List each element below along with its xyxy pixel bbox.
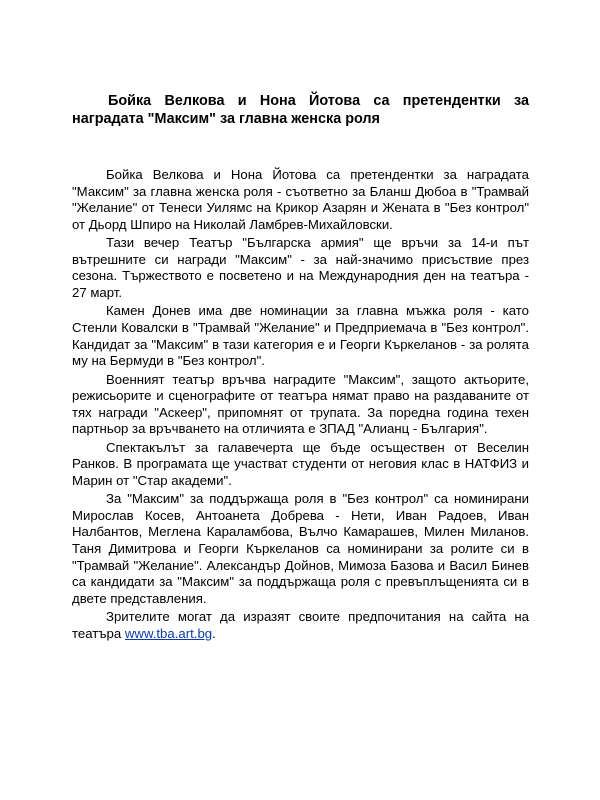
theater-website-link[interactable]: www.tba.art.bg: [124, 625, 213, 641]
paragraph-audience-vote: [72, 609, 529, 642]
article-title: Бойка Велкова и Нона Йотова са претендентки за наградата "Максим" за главна женска роля: [72, 93, 529, 127]
closing-text: Зрителите могат да изразят своите предпочитания на сайта на театъра: [72, 609, 529, 641]
paragraph-nominations-female-lead: Бойка Велкова и Нона Йотова са претендентки за наградата "Максим" за главна женска роля - съответно за Бланш Дюбоа в "Трамвай "Желание" от Тенеси Уилямс на Крикор Азарян и Жената в "Без контрол" от Дьорд Шпиро на Николай Ламбрев-Михайловски.: [72, 167, 529, 232]
paragraph-nominations-male-lead: Камен Донев има две номинации за главна мъжка роля - като Стенли Ковалски в "Трамвай "Желание" и Предприемача в "Без контрол". Кандидат за "Максим" в тази категория е и Георги Къркеланов - за ролята му на Бермуди в "Без контрол".: [72, 303, 529, 369]
article-body: [72, 167, 529, 642]
paragraph-supporting-nominations: За "Максим" за поддържаща роля в "Без контрол" са номинирани Мирослав Косев, Антоанета Добрева - Нети, Иван Радоев, Иван Налбантов, Меглена Караламбова, Вълчо Камарашев, Милен Миланов. Таня Димитрова и Георги Къркеланов са номинирани за ролите си в "Трамвай "Желание". Александър Дойнов, Мимоза Базова и Васил Бинев са кандидати за "Максим" за поддържаща роля с превъплъщенията си в двете представления.: [72, 491, 529, 606]
document-page: [72, 93, 529, 644]
paragraph-gala-program: Спектакълът за галавечерта ще бъде осъществен от Веселин Ранков. В програмата ще участват студенти от неговия клас в НАТФИЗ и Марин от "Стар академи".: [72, 439, 529, 488]
closing-period: .: [212, 625, 216, 641]
paragraph-ceremony: Тази вечер Театър "Българска армия" ще връчи за 14-и път вътрешните си награди "Максим" - за най-значимо присъствие през сезона. Тържеството е посветено и на Международния ден на театъра - 27 март.: [72, 235, 529, 300]
paragraph-award-background: Военният театър връчва наградите "Максим", защото актьорите, режисьорите и сценографите от театъра нямат право на раздаваните от тях награди "Аскеер", припомнят от трупата. За поредна година техен партньор за връчването на отличията е ЗПАД "Алианц - България".: [72, 371, 529, 437]
